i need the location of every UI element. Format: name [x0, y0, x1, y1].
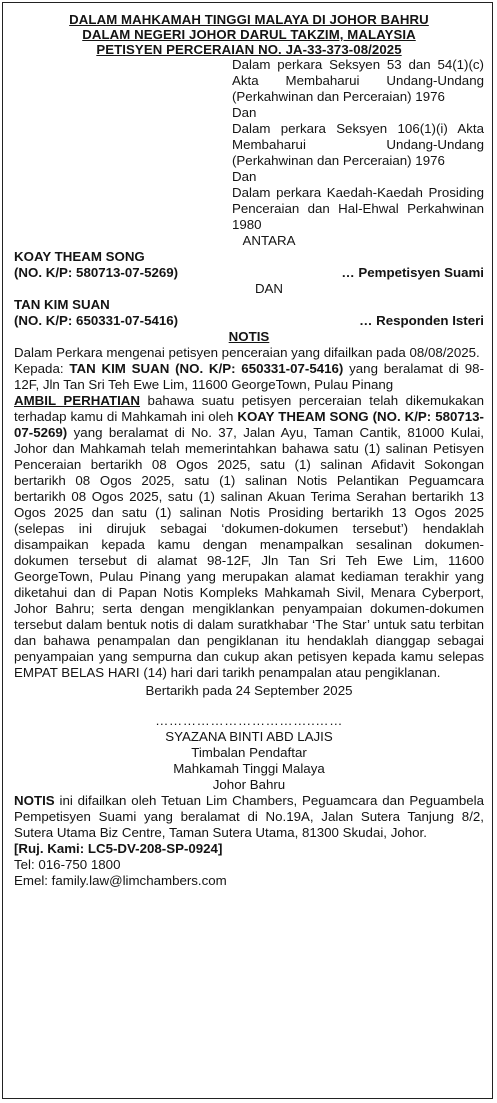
matter-connector: Dan [232, 105, 257, 120]
respondent-name: TAN KIM SUAN [14, 297, 110, 312]
dan-label: DAN [254, 281, 284, 296]
petitioner-role: … Pempetisyen Suami [341, 265, 484, 280]
kepada-paragraph [14, 361, 484, 393]
telephone: Tel: 016-750 1800 [14, 857, 121, 872]
kepada-label: Kepada: [14, 361, 64, 376]
signatory-name: SYAZANA BINTI ABD LAJIS [165, 729, 333, 744]
signatory-title: Timbalan Pendaftar [191, 745, 307, 760]
petitioner-row [14, 265, 484, 281]
petitioner-name: KOAY THEAM SONG [14, 249, 145, 264]
petitioner-reference: KOAY THEAM SONG (NO. K/P: 580713-07-5269) [14, 409, 484, 440]
filing-notis-text: ini difailkan oleh Tetuan Lim Chambers, Peguamcara dan Peguambela Pempetisyen Suami yang beralamat di No.19A, Jalan Sutera Tanjung 8/2, Sutera Utama Biz Centre, Taman Sutera Utama, 81300 Skudai, Johor. [14, 793, 484, 840]
antara-label: ANTARA [242, 233, 296, 248]
respondent-row [14, 313, 484, 329]
signature-line: ……………………………..…… [155, 713, 343, 728]
signatory-place: Johor Bahru [212, 777, 286, 792]
respondent-id: (NO. K/P: 650331-07-5416) [14, 313, 179, 328]
intro-paragraph: Dalam Perkara mengenai petisyen penceraian yang difailkan pada 08/08/2025. [14, 345, 480, 360]
matter-item: Dalam perkara Kaedah-Kaedah Prosiding Penceraian dan Hal-Ehwal Perkahwinan 1980 [232, 185, 484, 232]
body-part-1: bahawa suatu petisyen perceraian telah dikemukakan terhadap kamu di Mahkamah ini oleh [14, 393, 484, 424]
kepada-name: TAN KIM SUAN (NO. K/P: 650331-07-5416) [69, 361, 344, 376]
respondent-role: … Responden Isteri [359, 313, 484, 328]
kepada-address: yang beralamat di 98-12F, Jln Tan Sri Teh Ewe Lim, 11600 GeorgeTown, Pulau Pinang [14, 361, 485, 392]
email: Emel: family.law@limchambers.com [14, 873, 227, 888]
matter-connector: Dan [232, 169, 257, 184]
matter-item: Dalam perkara Seksyen 53 dan 54(1)(c) Akta Membaharui Undang-Undang (Perkahwinan dan Perceraian) 1976 [232, 57, 484, 104]
signatory-court: Mahkamah Tinggi Malaya [173, 761, 325, 776]
matter-item: Dalam perkara Seksyen 106(1)(i) Akta Membaharui Undang-Undang (Perkahwinan dan Perceraian) 1976 [232, 121, 484, 168]
notis-title: NOTIS [228, 329, 270, 344]
filing-notice [14, 793, 484, 841]
court-title: DALAM MAHKAMAH TINGGI MALAYA DI JOHOR BAHRU [69, 12, 429, 27]
ambil-perhatian: AMBIL PERHATIAN [14, 393, 140, 408]
body-paragraph [14, 393, 484, 681]
court-notice [14, 12, 484, 889]
dated-line: Bertarikh pada 24 September 2025 [145, 683, 353, 698]
court-header [14, 12, 484, 57]
reference-number: [Ruj. Kami: LC5-DV-208-SP-0924] [14, 841, 223, 856]
petitioner-id: (NO. K/P: 580713-07-5269) [14, 265, 179, 280]
body-part-2: yang beralamat di No. 37, Jalan Ayu, Taman Cantik, 81000 Kulai, Johor dan Mahkamah telah memerintahkan bahawa satu (1) salinan Petisyen Penceraian bertarikh 08 Ogos 2025, satu (1) salinan Afidavit Sokongan bertarikh 08 Ogos 2025, satu (1) salinan Notis Pelantikan Peguamcara bertarikh 08 Ogos 2025, satu (1) salinan Akuan Terima Serahan bertarikh 13 Ogos 2025 dan satu (1) salinan Notis Prosiding bertarikh 13 Ogos 2025 (selepas ini dirujuk sebagai ‘dokumen-dokumen tersebut’) hendaklah disampaikan kepada kamu dengan menampalkan sesalinan dokumen-dokumen tersebut di alamat 98-12F, Jln Tan Sri Teh Ewe Lim, 11600 GeorgeTown, Pulau Pinang yang merupakan alamat kediaman terakhir yang diketahui dan di Papan Notis Kompleks Mahkamah Sivil, Menara Cyberport, Johor Bahru; serta dengan mengiklankan penyampaian dokumen-dokumen tersebut dalam bentuk notis di dalam suratkhabar ‘The Star’ untuk satu terbitan dan bahawa penampalan dan pengiklanan itu hendaklah dianggap sebagai penyampaian yang sempurna dan cukup akan petisyen kepada kamu selepas EMPAT BELAS HARI (14) hari dari tarikh penampalan atau pengiklanan. [14, 425, 484, 680]
state-title: DALAM NEGERI JOHOR DARUL TAKZIM, MALAYSIA [82, 27, 416, 42]
petition-number: PETISYEN PERCERAIAN NO. JA-33-373-08/2025 [96, 42, 402, 57]
filing-notis-label: NOTIS [14, 793, 55, 808]
matters-block [232, 57, 484, 233]
